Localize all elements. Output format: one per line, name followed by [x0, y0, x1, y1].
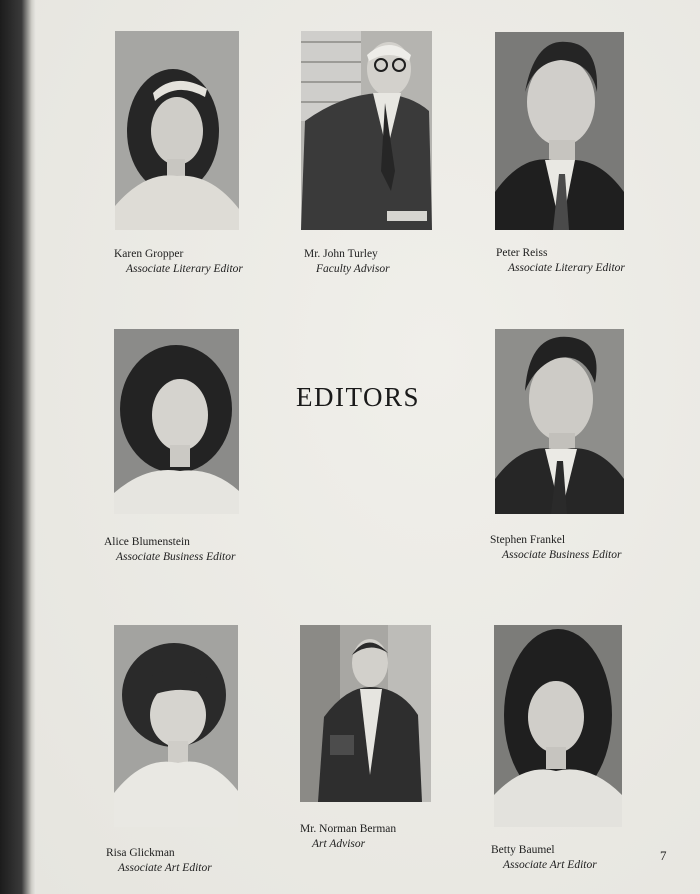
- editor-role: Art Advisor: [312, 838, 366, 850]
- editor-role: Associate Art Editor: [118, 862, 212, 874]
- portrait-john-turley: [301, 31, 432, 230]
- editor-name: Karen Gropper: [114, 248, 184, 260]
- editor-name: Alice Blumenstein: [104, 536, 190, 548]
- editor-role: Associate Literary Editor: [508, 262, 625, 274]
- editor-name: Stephen Frankel: [490, 534, 566, 546]
- caption-stephen-frankel: [490, 533, 621, 563]
- editor-name: Betty Baumel: [491, 844, 555, 856]
- caption-betty-baumel: [491, 843, 597, 873]
- caption-norman-berman: [300, 822, 396, 852]
- book-spine: [0, 0, 36, 894]
- editor-role: Faculty Advisor: [316, 263, 390, 275]
- portrait-karen-gropper: [115, 31, 239, 230]
- page-title: EDITORS: [296, 382, 421, 412]
- caption-risa-glickman: [106, 846, 212, 876]
- portrait-stephen-frankel: [495, 329, 624, 514]
- editor-role: Associate Business Editor: [502, 549, 622, 561]
- editor-role: Associate Business Editor: [116, 551, 236, 563]
- caption-peter-reiss: [496, 246, 625, 276]
- editor-name: Mr. John Turley: [304, 248, 378, 260]
- portrait-peter-reiss: [495, 32, 624, 230]
- caption-john-turley: [304, 247, 390, 277]
- page-number: 7: [660, 848, 667, 863]
- editor-name: Risa Glickman: [106, 847, 175, 859]
- editor-role: Associate Art Editor: [503, 859, 597, 871]
- portrait-betty-baumel: [494, 625, 622, 827]
- portrait-norman-berman: [300, 625, 431, 802]
- editor-role: Associate Literary Editor: [126, 263, 243, 275]
- caption-alice-blumenstein: [104, 535, 235, 565]
- portrait-alice-blumenstein: [114, 329, 239, 514]
- portrait-risa-glickman: [114, 625, 238, 827]
- editor-name: Peter Reiss: [496, 247, 548, 259]
- editor-name: Mr. Norman Berman: [300, 823, 397, 835]
- caption-karen-gropper: [114, 247, 243, 277]
